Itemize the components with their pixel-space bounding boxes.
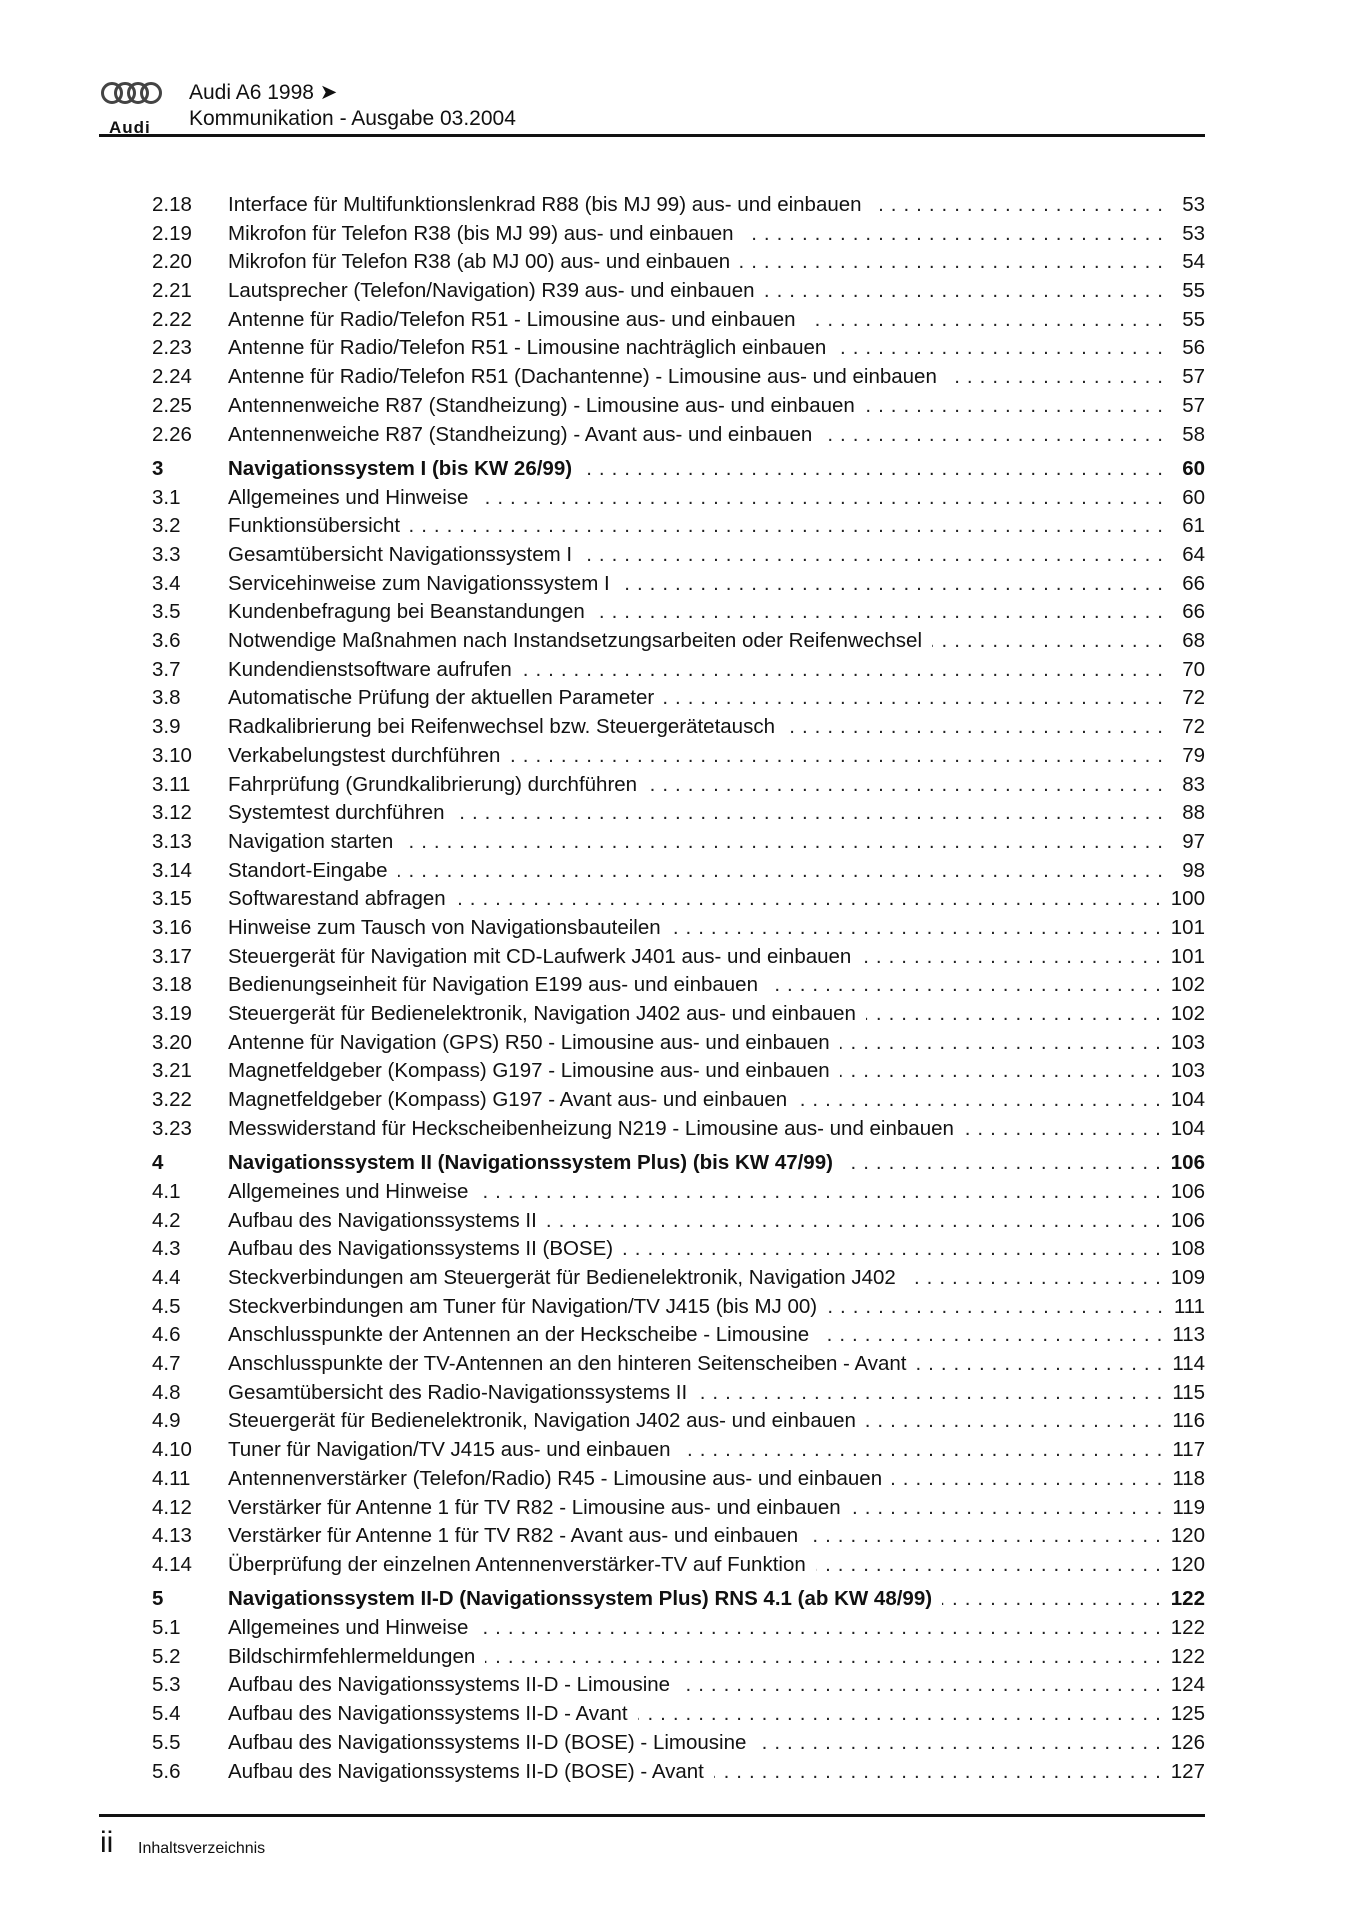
entry-number: 3.12 xyxy=(152,801,192,825)
dot-leader xyxy=(403,830,1163,854)
dot-leader xyxy=(681,1438,1163,1462)
entry-page: 108 xyxy=(1170,1237,1205,1261)
toc-entry[interactable] xyxy=(152,365,1205,394)
entry-title: Navigationssystem I (bis KW 26/99) xyxy=(228,456,573,480)
toc-entry[interactable] xyxy=(152,916,1205,945)
entry-number: 4.1 xyxy=(152,1179,181,1203)
entry-title: Anschlusspunkte der Antennen an der Heckscheibe - Limousine xyxy=(228,1323,810,1347)
entry-page: 53 xyxy=(1182,221,1205,245)
page-number: ii xyxy=(100,1826,114,1859)
entry-title: Anschlusspunkte der TV-Antennen an den hinteren Seitenscheiben - Avant xyxy=(228,1352,907,1376)
entry-number: 2.25 xyxy=(152,393,192,417)
entry-page: 53 xyxy=(1182,193,1205,216)
toc-entry[interactable] xyxy=(152,1381,1205,1410)
entry-title: Bedienungseinheit für Navigation E199 aus- und einbauen xyxy=(228,973,758,997)
entry-page: 122 xyxy=(1170,1616,1205,1640)
toc-entry[interactable] xyxy=(152,1553,1205,1582)
entry-number: 4.11 xyxy=(152,1466,191,1490)
dot-leader xyxy=(917,1352,1163,1376)
toc-entry[interactable] xyxy=(152,1645,1205,1674)
entry-title: Verstärker für Antenne 1 für TV R82 - Limousine aus- und einbauen xyxy=(228,1495,841,1519)
entry-page: 79 xyxy=(1182,743,1205,767)
dot-leader xyxy=(906,1266,1161,1290)
toc-entry[interactable] xyxy=(152,543,1205,572)
entry-number: 3.21 xyxy=(152,1059,192,1083)
entry-page: 106 xyxy=(1170,1208,1205,1232)
dot-leader xyxy=(840,1059,1161,1083)
entry-number: 3.18 xyxy=(152,973,192,997)
toc-entry[interactable] xyxy=(152,1731,1205,1760)
dot-leader xyxy=(865,394,1163,418)
entry-number: 4.2 xyxy=(152,1208,181,1232)
dot-leader xyxy=(638,1702,1161,1726)
entry-page: 60 xyxy=(1182,456,1205,480)
toc-entry[interactable] xyxy=(152,1117,1205,1146)
toc-entry[interactable] xyxy=(152,859,1205,888)
toc-entry[interactable] xyxy=(152,744,1205,773)
entry-page: 106 xyxy=(1170,1179,1205,1203)
entry-number: 2.24 xyxy=(152,365,192,389)
document-title: Kommunikation - Ausgabe 03.2004 xyxy=(189,107,516,130)
toc-entry[interactable] xyxy=(152,973,1205,1002)
toc-entry[interactable] xyxy=(152,600,1205,629)
entry-page: 102 xyxy=(1170,973,1205,997)
toc-entry[interactable] xyxy=(152,1702,1205,1731)
dot-leader xyxy=(456,887,1161,911)
toc-entry[interactable] xyxy=(152,1088,1205,1117)
entry-number: 5.5 xyxy=(152,1730,181,1754)
entry-number: 3.11 xyxy=(152,772,191,796)
entry-title: Steuergerät für Bedienelektronik, Navigation J402 aus- und einbauen xyxy=(228,1002,856,1026)
dot-leader xyxy=(756,1731,1160,1755)
entry-title: Allgemeines und Hinweise xyxy=(228,1179,469,1203)
dot-leader xyxy=(664,686,1163,710)
dot-leader xyxy=(522,658,1163,682)
toc-entry[interactable] xyxy=(152,1059,1205,1088)
toc-entry[interactable] xyxy=(152,1496,1205,1525)
toc-chapter[interactable] xyxy=(152,457,1205,486)
dot-leader xyxy=(455,801,1164,825)
entry-page: 122 xyxy=(1170,1644,1205,1668)
dot-leader xyxy=(485,1645,1161,1669)
entry-title: Aufbau des Navigationssystems II-D (BOSE) - Limousine xyxy=(228,1730,747,1754)
dot-leader xyxy=(785,715,1163,739)
entry-number: 3 xyxy=(152,456,164,480)
entry-page: 60 xyxy=(1182,485,1205,509)
entry-title: Aufbau des Navigationssystems II-D - Limousine xyxy=(228,1673,671,1697)
dot-leader xyxy=(822,423,1163,447)
entry-title: Magnetfeldgeber (Kompass) G197 - Avant aus- und einbauen xyxy=(228,1088,788,1112)
toc-entry[interactable] xyxy=(152,423,1205,452)
entry-page: 106 xyxy=(1170,1151,1205,1175)
entry-number: 4.6 xyxy=(152,1323,181,1347)
entry-title: Notwendige Maßnahmen nach Instandsetzungsarbeiten oder Reifenwechsel xyxy=(228,629,923,653)
toc-entry[interactable] xyxy=(152,1760,1205,1789)
entry-number: 5.1 xyxy=(152,1616,181,1640)
dot-leader xyxy=(947,365,1163,389)
entry-title: Gesamtübersicht des Radio-Navigationssystems II xyxy=(228,1380,688,1404)
entry-number: 2.23 xyxy=(152,336,192,360)
toc-chapter[interactable] xyxy=(152,1151,1205,1180)
toc-entry[interactable] xyxy=(152,830,1205,859)
dot-leader xyxy=(932,629,1163,653)
entry-number: 3.7 xyxy=(152,657,181,681)
entry-title: Gesamtübersicht Navigationssystem I xyxy=(228,543,573,567)
entry-page: 102 xyxy=(1170,1002,1205,1026)
entry-number: 4.9 xyxy=(152,1409,181,1433)
entry-title: Antennenverstärker (Telefon/Radio) R45 - Limousine aus- und einbauen xyxy=(228,1466,883,1490)
entry-page: 113 xyxy=(1172,1323,1205,1347)
entry-number: 3.9 xyxy=(152,715,181,739)
entry-title: Bildschirmfehlermeldungen xyxy=(228,1644,476,1668)
dot-leader xyxy=(740,250,1163,274)
entry-page: 126 xyxy=(1170,1730,1205,1754)
entry-page: 98 xyxy=(1182,858,1205,882)
toc-entry[interactable] xyxy=(152,686,1205,715)
toc-entry[interactable] xyxy=(152,1438,1205,1467)
entry-page: 64 xyxy=(1182,543,1205,567)
section-name: Inhaltsverzeichnis xyxy=(138,1840,266,1857)
toc-entry[interactable] xyxy=(152,1237,1205,1266)
entry-page: 100 xyxy=(1170,887,1205,911)
dot-leader xyxy=(671,916,1161,940)
dot-leader xyxy=(478,1616,1160,1640)
entry-title: Radkalibrierung bei Reifenwechsel bzw. Steuergerätetausch xyxy=(228,715,775,739)
entry-number: 2.21 xyxy=(152,279,192,303)
entry-title: Servicehinweise zum Navigationssystem I xyxy=(228,571,610,595)
entry-number: 3.23 xyxy=(152,1116,192,1140)
entry-page: 54 xyxy=(1182,250,1205,274)
entry-page: 122 xyxy=(1170,1587,1205,1611)
dot-leader xyxy=(964,1117,1161,1141)
entry-number: 2.20 xyxy=(152,250,192,274)
document-model: Audi A6 1998 ➤ xyxy=(189,81,338,104)
entry-page: 119 xyxy=(1172,1495,1205,1519)
entry-page: 109 xyxy=(1170,1266,1205,1290)
entry-page: 58 xyxy=(1182,422,1205,446)
dot-leader xyxy=(836,336,1163,360)
entry-title: Funktionsübersicht xyxy=(228,514,401,538)
dot-leader xyxy=(843,1151,1161,1175)
entry-number: 3.10 xyxy=(152,743,192,767)
entry-number: 4.8 xyxy=(152,1380,181,1404)
audi-rings-icon xyxy=(101,82,173,104)
dot-leader xyxy=(547,1209,1161,1233)
entry-title: Mikrofon für Telefon R38 (bis MJ 99) aus- und einbauen xyxy=(228,221,734,245)
entry-page: 104 xyxy=(1170,1116,1205,1140)
entry-title: Softwarestand abfragen xyxy=(228,887,446,911)
entry-page: 97 xyxy=(1182,829,1205,853)
toc-entry[interactable] xyxy=(152,1323,1205,1352)
entry-title: Aufbau des Navigationssystems II xyxy=(228,1208,537,1232)
entry-title: Steuergerät für Bedienelektronik, Navigation J402 aus- und einbauen xyxy=(228,1409,856,1433)
toc-entry[interactable] xyxy=(152,715,1205,744)
dot-leader xyxy=(582,457,1163,481)
entry-page: 111 xyxy=(1173,1294,1205,1318)
entry-title: Steckverbindungen am Steuergerät für Bedienelektronik, Navigation J402 xyxy=(228,1266,896,1290)
entry-page: 72 xyxy=(1182,686,1205,710)
entry-number: 4.7 xyxy=(152,1352,181,1376)
table-of-contents xyxy=(152,193,1205,1788)
entry-number: 3.5 xyxy=(152,600,181,624)
entry-title: Systemtest durchführen xyxy=(228,801,445,825)
dot-leader xyxy=(398,859,1163,883)
entry-number: 5.3 xyxy=(152,1673,181,1697)
entry-title: Antenne für Radio/Telefon R51 - Limousine aus- und einbauen xyxy=(228,307,796,331)
entry-page: 55 xyxy=(1182,307,1205,331)
entry-number: 4.5 xyxy=(152,1294,181,1318)
entry-page: 120 xyxy=(1170,1524,1205,1548)
entry-page: 103 xyxy=(1170,1030,1205,1054)
entry-title: Mikrofon für Telefon R38 (ab MJ 00) aus- und einbauen xyxy=(228,250,731,274)
toc-entry[interactable] xyxy=(152,486,1205,515)
dot-leader xyxy=(680,1673,1161,1697)
toc-entry[interactable] xyxy=(152,1673,1205,1702)
toc-entry[interactable] xyxy=(152,887,1205,916)
entry-number: 3.13 xyxy=(152,829,192,853)
page-header xyxy=(99,78,1205,137)
toc-entry[interactable] xyxy=(152,1616,1205,1645)
dot-leader xyxy=(851,1496,1163,1520)
entry-number: 5.4 xyxy=(152,1702,181,1726)
toc-entry[interactable] xyxy=(152,1295,1205,1324)
entry-title: Aufbau des Navigationssystems II-D - Avant xyxy=(228,1702,628,1726)
dot-leader xyxy=(478,1180,1160,1204)
entry-title: Navigation starten xyxy=(228,829,394,853)
entry-number: 2.22 xyxy=(152,307,192,331)
dot-leader xyxy=(623,1237,1161,1261)
toc-entry[interactable] xyxy=(152,801,1205,830)
entry-number: 3.19 xyxy=(152,1002,192,1026)
entry-number: 3.22 xyxy=(152,1088,192,1112)
dot-leader xyxy=(478,486,1163,510)
entry-page: 124 xyxy=(1170,1673,1205,1697)
entry-title: Kundenbefragung bei Beanstandungen xyxy=(228,600,585,624)
entry-page: 101 xyxy=(1170,944,1205,968)
entry-number: 3.8 xyxy=(152,686,181,710)
dot-leader xyxy=(892,1467,1162,1491)
entry-page: 88 xyxy=(1182,801,1205,825)
entry-number: 5.2 xyxy=(152,1644,181,1668)
toc-entry[interactable] xyxy=(152,250,1205,279)
entry-number: 2.19 xyxy=(152,221,192,245)
dot-leader xyxy=(410,514,1163,538)
entry-title: Überprüfung der einzelnen Antennenverstärker-TV auf Funktion xyxy=(228,1552,806,1576)
entry-title: Navigationssystem II (Navigationssystem Plus) (bis KW 47/99) xyxy=(228,1151,833,1175)
entry-title: Allgemeines und Hinweise xyxy=(228,1616,469,1640)
toc-entry[interactable] xyxy=(152,193,1205,222)
toc-entry[interactable] xyxy=(152,629,1205,658)
entry-number: 3.4 xyxy=(152,571,181,595)
entry-number: 2.18 xyxy=(152,193,192,216)
entry-number: 3.20 xyxy=(152,1030,192,1054)
entry-page: 55 xyxy=(1182,279,1205,303)
toc-entry[interactable] xyxy=(152,1352,1205,1381)
entry-title: Antenne für Radio/Telefon R51 (Dachantenne) - Limousine aus- und einbauen xyxy=(228,365,937,389)
toc-entry[interactable] xyxy=(152,1031,1205,1060)
dot-leader xyxy=(768,973,1161,997)
dot-leader xyxy=(595,600,1163,624)
entry-page: 125 xyxy=(1170,1702,1205,1726)
toc-entry[interactable] xyxy=(152,394,1205,423)
dot-leader xyxy=(872,193,1163,217)
dot-leader xyxy=(827,1295,1163,1319)
entry-number: 4.10 xyxy=(152,1438,192,1462)
entry-page: 57 xyxy=(1182,365,1205,389)
brand-wordmark: Audi xyxy=(109,118,151,137)
entry-page: 68 xyxy=(1182,629,1205,653)
entry-title: Steckverbindungen am Tuner für Navigation/TV J415 (bis MJ 00) xyxy=(228,1294,818,1318)
entry-page: 70 xyxy=(1182,657,1205,681)
entry-page: 116 xyxy=(1172,1409,1205,1433)
entry-page: 101 xyxy=(1170,915,1205,939)
toc-entry[interactable] xyxy=(152,1209,1205,1238)
entry-number: 4.13 xyxy=(152,1524,192,1548)
entry-number: 3.15 xyxy=(152,887,192,911)
entry-page: 56 xyxy=(1182,336,1205,360)
toc-entry[interactable] xyxy=(152,1467,1205,1496)
entry-title: Hinweise zum Tausch von Navigationsbauteilen xyxy=(228,915,661,939)
entry-number: 4.12 xyxy=(152,1495,192,1519)
toc-entry[interactable] xyxy=(152,336,1205,365)
entry-title: Antenne für Navigation (GPS) R50 - Limousine aus- und einbauen xyxy=(228,1030,830,1054)
entry-number: 3.14 xyxy=(152,858,192,882)
entry-title: Verkabelungstest durchführen xyxy=(228,743,501,767)
entry-title: Verstärker für Antenne 1 für TV R82 - Avant aus- und einbauen xyxy=(228,1524,799,1548)
dot-leader xyxy=(806,308,1163,332)
entry-number: 3.16 xyxy=(152,915,192,939)
entry-page: 66 xyxy=(1182,571,1205,595)
entry-number: 5 xyxy=(152,1587,164,1611)
entry-title: Lautsprecher (Telefon/Navigation) R39 aus- und einbauen xyxy=(228,279,755,303)
entry-page: 61 xyxy=(1182,514,1205,538)
toc-entry[interactable] xyxy=(152,222,1205,251)
dot-leader xyxy=(866,1409,1162,1433)
dot-leader xyxy=(797,1088,1161,1112)
toc-entry[interactable] xyxy=(152,773,1205,802)
entry-page: 120 xyxy=(1170,1552,1205,1576)
entry-number: 3.6 xyxy=(152,629,181,653)
entry-page: 118 xyxy=(1172,1466,1205,1490)
dot-leader xyxy=(816,1553,1161,1577)
toc-entry[interactable] xyxy=(152,1266,1205,1295)
toc-entry[interactable] xyxy=(152,1180,1205,1209)
entry-title: Standort-Eingabe xyxy=(228,858,388,882)
entry-number: 3.17 xyxy=(152,944,192,968)
toc-entry[interactable] xyxy=(152,1002,1205,1031)
dot-leader xyxy=(808,1524,1161,1548)
dot-leader xyxy=(866,1002,1161,1026)
dot-leader xyxy=(840,1031,1161,1055)
entry-title: Antennenweiche R87 (Standheizung) - Avant aus- und einbauen xyxy=(228,422,813,446)
footer-divider xyxy=(99,1814,1205,1817)
dot-leader xyxy=(697,1381,1162,1405)
entry-page: 117 xyxy=(1172,1438,1205,1462)
entry-title: Aufbau des Navigationssystems II (BOSE) xyxy=(228,1237,614,1261)
entry-page: 83 xyxy=(1182,772,1205,796)
entry-number: 4.3 xyxy=(152,1237,181,1261)
toc-entry[interactable] xyxy=(152,279,1205,308)
dot-leader xyxy=(582,543,1163,567)
toc-entry[interactable] xyxy=(152,572,1205,601)
entry-number: 3.1 xyxy=(152,485,181,509)
entry-title: Interface für Multifunktionslenkrad R88 (bis MJ 99) aus- und einbauen xyxy=(228,193,862,216)
entry-page: 114 xyxy=(1172,1352,1205,1376)
entry-title: Tuner für Navigation/TV J415 aus- und einbauen xyxy=(228,1438,671,1462)
entry-page: 127 xyxy=(1170,1759,1205,1783)
toc-entry[interactable] xyxy=(152,1524,1205,1553)
entry-title: Antenne für Radio/Telefon R51 - Limousine nachträglich einbauen xyxy=(228,336,827,360)
toc-entry[interactable] xyxy=(152,945,1205,974)
dot-leader xyxy=(819,1323,1162,1347)
entry-number: 5.6 xyxy=(152,1759,181,1783)
entry-number: 4 xyxy=(152,1151,164,1175)
toc-chapter[interactable] xyxy=(152,1587,1205,1616)
dot-leader xyxy=(714,1760,1161,1784)
entry-title: Aufbau des Navigationssystems II-D (BOSE) - Avant xyxy=(228,1759,704,1783)
dot-leader xyxy=(861,945,1160,969)
toc-entry[interactable] xyxy=(152,514,1205,543)
entry-number: 4.14 xyxy=(152,1552,192,1576)
entry-title: Steuergerät für Navigation mit CD-Laufwerk J401 aus- und einbauen xyxy=(228,944,852,968)
entry-page: 115 xyxy=(1172,1380,1205,1404)
entry-title: Kundendienstsoftware aufrufen xyxy=(228,657,512,681)
entry-title: Messwiderstand für Heckscheibenheizung N219 - Limousine aus- und einbauen xyxy=(228,1116,954,1140)
entry-title: Allgemeines und Hinweise xyxy=(228,485,469,509)
entry-title: Fahrprüfung (Grundkalibrierung) durchführen xyxy=(228,772,638,796)
entry-number: 2.26 xyxy=(152,422,192,446)
toc-entry[interactable] xyxy=(152,658,1205,687)
dot-leader xyxy=(765,279,1163,303)
entry-page: 103 xyxy=(1170,1059,1205,1083)
audi-logo xyxy=(101,82,173,137)
dot-leader xyxy=(510,744,1163,768)
entry-title: Magnetfeldgeber (Kompass) G197 - Limousine aus- und einbauen xyxy=(228,1059,830,1083)
entry-title: Antennenweiche R87 (Standheizung) - Limousine aus- und einbauen xyxy=(228,393,855,417)
entry-page: 104 xyxy=(1170,1088,1205,1112)
dot-leader xyxy=(942,1587,1161,1611)
toc-entry[interactable] xyxy=(152,308,1205,337)
dot-leader xyxy=(647,773,1163,797)
entry-title: Navigationssystem II-D (Navigationssystem Plus) RNS 4.1 (ab KW 48/99) xyxy=(228,1587,933,1611)
entry-page: 66 xyxy=(1182,600,1205,624)
dot-leader xyxy=(744,222,1163,246)
toc-entry[interactable] xyxy=(152,1409,1205,1438)
entry-number: 4.4 xyxy=(152,1266,181,1290)
entry-number: 3.2 xyxy=(152,514,181,538)
entry-number: 3.3 xyxy=(152,543,181,567)
entry-title: Automatische Prüfung der aktuellen Parameter xyxy=(228,686,655,710)
entry-page: 57 xyxy=(1182,393,1205,417)
entry-page: 72 xyxy=(1182,715,1205,739)
dot-leader xyxy=(620,572,1163,596)
